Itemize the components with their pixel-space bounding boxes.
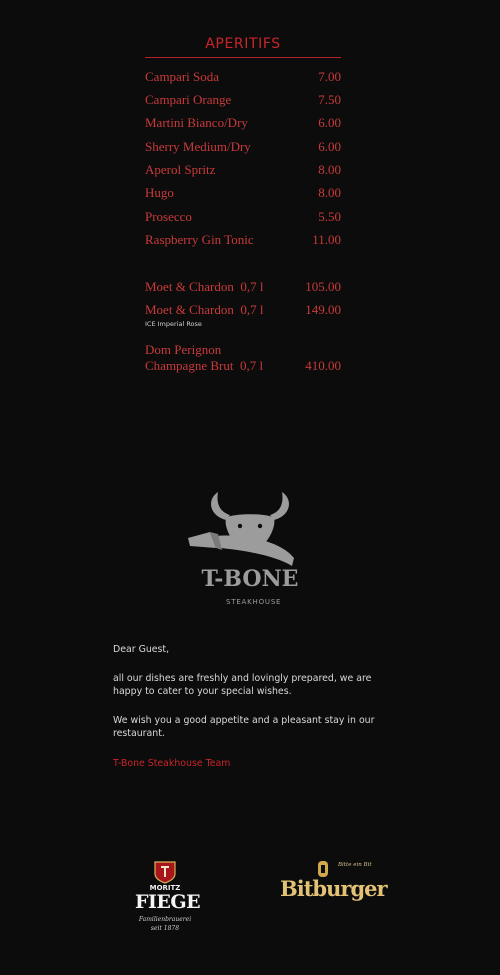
item-name: Moet & Chardon 0,7 l: [145, 302, 264, 317]
item-price: 8.00: [318, 185, 341, 200]
bitburger-tagline: Bitte ein Bit: [338, 862, 372, 868]
item-price: 7.00: [318, 69, 341, 84]
item-price: 6.00: [318, 115, 341, 130]
item-name: Sherry Medium/Dry: [145, 139, 251, 154]
fiege-crest-icon: [152, 858, 178, 884]
brand-logo-subtitle: STEAKHOUSE: [226, 598, 282, 606]
item-name: Campari Orange: [145, 92, 232, 107]
item-price: 7.50: [318, 92, 341, 107]
item-note: ICE Imperial Rose: [145, 320, 202, 328]
item-name: Moet & Chardon 0,7 l: [145, 279, 264, 294]
item-name: Martini Bianco/Dry: [145, 115, 248, 130]
fiege-brand-text: FIEGE: [135, 891, 201, 913]
fiege-top-text: MORITZ: [149, 884, 181, 892]
fiege-tagline: Familienbrauerei: [138, 916, 192, 923]
bitburger-logo: [280, 856, 387, 916]
item-name: Raspberry Gin Tonic: [145, 232, 254, 247]
item-price: 149.00: [305, 302, 341, 317]
bull-head-with-knife-icon: [186, 486, 314, 568]
item-name-line2: Champagne Brut 0,7 l: [145, 358, 264, 373]
item-name: Aperol Spritz: [145, 162, 216, 177]
item-price: 5.50: [318, 209, 341, 224]
brand-logo-text: T-BONE: [201, 566, 299, 592]
item-price: 6.00: [318, 139, 341, 154]
letter-paragraph: all our dishes are freshly and lovingly prepared, we are happy to cater to your special wishes.: [113, 673, 372, 697]
section-title: APERITIFS: [205, 36, 281, 52]
item-price: 11.00: [312, 232, 341, 247]
title-divider: [145, 57, 341, 58]
letter-greeting: Dear Guest,: [113, 644, 170, 655]
item-name: Hugo: [145, 185, 174, 200]
letter-signature: T-Bone Steakhouse Team: [113, 758, 231, 769]
item-price: 410.00: [305, 358, 341, 373]
fiege-logo: [135, 858, 201, 938]
item-price: 105.00: [305, 279, 341, 294]
item-price: 8.00: [318, 162, 341, 177]
fiege-since: seit 1878: [150, 925, 180, 932]
item-name-line1: Dom Perignon: [145, 342, 222, 357]
letter-paragraph: We wish you a good appetite and a pleasant stay in our restaurant.: [113, 715, 375, 739]
item-name: Prosecco: [145, 209, 192, 224]
bitburger-brand-text: Bitburger: [280, 876, 387, 901]
item-name: Campari Soda: [145, 69, 220, 84]
